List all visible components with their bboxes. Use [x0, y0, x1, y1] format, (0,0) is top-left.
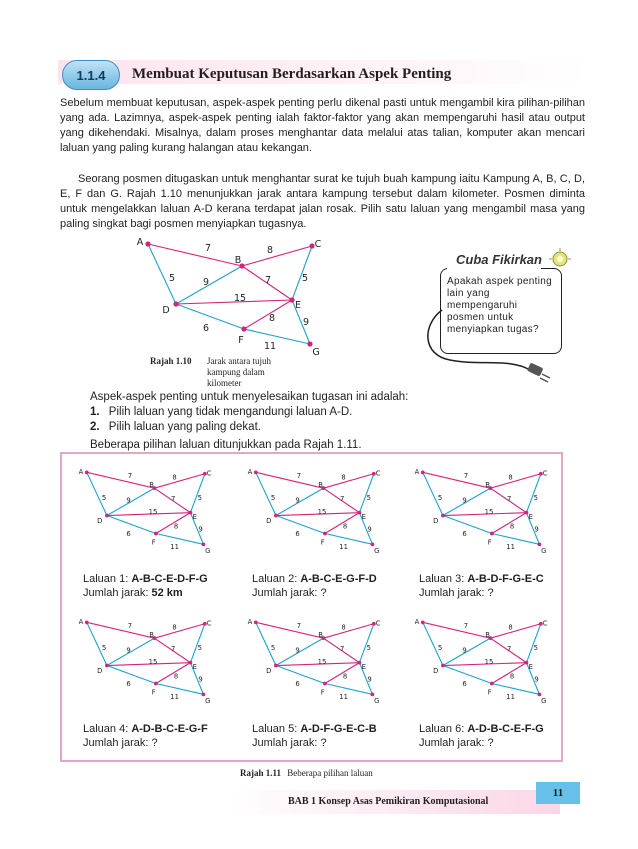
route-4-label: [83, 722, 208, 736]
weight-F-G: 11: [263, 341, 277, 352]
route-6-node-label-C: C: [542, 619, 548, 628]
route-2-distance-label: Jumlah jarak:: [252, 587, 321, 599]
route-1-node-G: [202, 542, 206, 546]
route-4-node-label-B: B: [149, 630, 154, 639]
route-4-edge-D-F: [107, 666, 156, 684]
route-4-weight-D-B: 9: [126, 646, 131, 655]
route-1-label-prefix: Laluan 1:: [83, 573, 132, 585]
route-5-node-D: [274, 664, 278, 668]
route-3-edge-F-G: [492, 534, 540, 545]
intro-paragraph: Sebelum membuat keputusan, aspek-aspek penting perlu dikenal pasti untuk mengambil kira pilihan-pilihan yang ada. Lazimnya, aspek-aspek penting ialah faktor-faktor yang akan mempengaruhi hasil atau output yang dikehendaki. Misalnya, dalam proses menghantar data melalui atas talian, komputer akan mencari laluan yang paling kurang halangan atau kekangan.: [60, 97, 585, 154]
route-6-weight-C-E: 5: [533, 643, 538, 652]
route-2-weight-C-E: 5: [366, 493, 371, 502]
weight-B-C: 8: [266, 245, 274, 256]
aspect-item-2: [90, 420, 590, 435]
route-3-node-A: [421, 470, 425, 474]
route-5-node-label-F: F: [320, 688, 325, 697]
route-2-node-label-A: A: [247, 467, 253, 476]
weight-D-F: 6: [202, 323, 210, 334]
route-4-node-label-D: D: [97, 666, 103, 675]
route-5-node-label-A: A: [247, 617, 253, 626]
weight-F-E: 8: [268, 313, 276, 324]
route-2-node-label-F: F: [320, 538, 325, 547]
route-6-weight-D-E: 15: [484, 658, 494, 667]
route-4-node-F: [154, 682, 158, 686]
route-6-weight-F-G: 11: [506, 692, 515, 701]
route-5-weight-D-B: 9: [295, 646, 300, 655]
route-6-label: [419, 722, 544, 736]
route-1-weight-F-E: 8: [173, 522, 179, 531]
weight-C-E: 5: [301, 273, 309, 284]
route-1-distance-label: Jumlah jarak:: [83, 587, 152, 599]
route-2-graph: [247, 467, 400, 560]
node-label-G: G: [312, 347, 320, 358]
route-3-distance-value: ?: [487, 587, 494, 599]
route-3-weight-D-B: 9: [462, 496, 467, 505]
node-F: [241, 326, 246, 331]
route-6-node-label-G: G: [541, 697, 547, 706]
route-1-weight-B-E: 7: [170, 495, 176, 504]
route-6-node-label-D: D: [433, 666, 439, 675]
route-1-graph: [78, 467, 231, 560]
route-2-weight-D-B: 9: [295, 496, 300, 505]
route-3-graph: [414, 467, 567, 560]
route-5-weight-C-E: 5: [366, 643, 371, 652]
edge-F-G: [244, 329, 310, 344]
route-3-weight-E-G: 9: [534, 525, 539, 534]
node-label-B: B: [234, 255, 242, 266]
route-5-weight-B-C: 8: [341, 623, 346, 632]
weight-D-E: 15: [233, 293, 247, 304]
route-3-node-label-E: E: [528, 513, 533, 522]
route-4-edge-F-G: [156, 684, 204, 695]
route-3-node-label-G: G: [541, 547, 547, 556]
route-1-node-D: [105, 514, 109, 518]
route-3-edge-B-C: [490, 474, 540, 488]
figure-1-number: Rajah 1.10: [150, 356, 192, 366]
route-6-weight-A-D: 5: [437, 643, 443, 652]
route-5-weight-A-B: 7: [296, 622, 302, 631]
node-label-F: F: [238, 335, 244, 346]
route-5-label: [252, 722, 377, 736]
route-2-weight-D-F: 6: [295, 529, 300, 538]
route-3-distance-label: Jumlah jarak:: [419, 587, 488, 599]
route-1-node-label-D: D: [97, 516, 103, 525]
edge-D-F: [176, 304, 244, 329]
route-1-node-A: [85, 470, 89, 474]
route-1-weight-D-E: 15: [148, 508, 158, 517]
route-3-distance: [419, 586, 494, 600]
plug-cord-icon: [420, 300, 560, 380]
tips-question: Apakah aspek penting lain yang mempengaruhi posmen untuk menyiapkan tugas?: [447, 276, 552, 335]
route-1-node-F: [154, 532, 158, 536]
route-1-weight-E-G: 9: [198, 525, 203, 534]
route-2-node-label-B: B: [318, 480, 323, 489]
route-4-weight-A-B: 7: [127, 622, 133, 631]
node-E: [289, 297, 294, 302]
weight-A-D: 5: [168, 273, 176, 284]
route-6-node-G: [538, 692, 542, 696]
route-5-edge-D-F: [276, 666, 325, 684]
route-3-weight-D-E: 15: [484, 508, 494, 517]
route-5-node-label-C: C: [375, 619, 381, 628]
route-2-distance-value: ?: [320, 587, 327, 599]
section-number-badge: 1.1.4: [62, 60, 120, 90]
route-3-weight-A-D: 5: [437, 493, 443, 502]
route-6-weight-B-E: 7: [506, 645, 512, 654]
route-6-edge-A-B: [423, 622, 491, 638]
route-6-edge-B-C: [490, 624, 540, 638]
route-3-edge-D-F: [443, 516, 492, 534]
route-4-distance: [83, 736, 158, 750]
aspect-item-1-number: 1.: [90, 406, 100, 418]
route-3-node-label-F: F: [487, 538, 492, 547]
route-5-edge-F-G: [325, 684, 373, 695]
route-2-weight-E-G: 9: [367, 525, 372, 534]
aspect-item-1-text: Pilih laluan yang tidak mengandungi laluan A-D.: [108, 406, 353, 418]
route-4-weight-B-E: 7: [170, 645, 176, 654]
route-1-path: A-B-C-E-D-F-G: [131, 573, 208, 585]
route-6-node-label-B: B: [485, 630, 490, 639]
route-2-path: A-B-C-E-G-F-D: [300, 573, 377, 585]
village-distance-graph: [136, 237, 340, 358]
route-6-node-label-A: A: [414, 617, 420, 626]
route-4-node-label-A: A: [78, 617, 84, 626]
route-5-path: A-D-F-G-E-C-B: [300, 723, 377, 735]
route-4-node-label-E: E: [192, 663, 197, 672]
route-2-node-D: [274, 514, 278, 518]
route-6-distance-label: Jumlah jarak:: [419, 737, 488, 749]
route-2-edge-A-B: [256, 472, 324, 488]
route-6-weight-D-F: 6: [462, 679, 467, 688]
weight-B-E: 7: [264, 275, 272, 286]
route-3-node-D: [441, 514, 445, 518]
route-1-node-label-A: A: [78, 467, 84, 476]
route-1-weight-B-C: 8: [172, 473, 177, 482]
route-4-graph: [78, 617, 231, 710]
aspect-item-2-number: 2.: [90, 421, 100, 433]
route-5-weight-F-E: 8: [342, 672, 348, 681]
route-3-weight-F-E: 8: [509, 522, 515, 531]
node-label-E: E: [294, 300, 302, 311]
route-1-weight-C-E: 5: [197, 493, 202, 502]
route-3-weight-D-F: 6: [462, 529, 467, 538]
route-4-edge-B-C: [154, 624, 204, 638]
route-2-node-label-C: C: [375, 469, 381, 478]
route-2-weight-B-E: 7: [339, 495, 345, 504]
page-number: 11: [536, 782, 580, 804]
route-2-label-prefix: Laluan 2:: [252, 573, 301, 585]
route-1-weight-A-B: 7: [127, 472, 133, 481]
route-3-node-G: [538, 542, 542, 546]
route-4-weight-D-F: 6: [126, 679, 131, 688]
route-4-weight-B-C: 8: [172, 623, 177, 632]
problem-paragraph: Seorang posmen ditugaskan untuk menghantar surat ke tujuh buah kampung iaitu Kampung A, B, C, D, E, F dan G. Rajah 1.10 menunjukkan jarak antara kampung tersebut dalam kilometer. Posmen diminta untuk mengelakkan laluan A-D kerana terdapat jalan rosak. Pilih satu laluan yang mengambil masa yang paling singkat bagi posmen menyiapkan tugasnya.: [60, 173, 585, 230]
weight-A-B: 7: [204, 243, 212, 254]
route-6-weight-F-E: 8: [509, 672, 515, 681]
route-2-weight-D-E: 15: [317, 508, 327, 517]
route-5-weight-D-E: 15: [317, 658, 327, 667]
route-1-node-label-B: B: [149, 480, 154, 489]
route-3-node-label-C: C: [542, 469, 548, 478]
route-2-edge-D-F: [276, 516, 325, 534]
route-1-node-label-C: C: [206, 469, 212, 478]
aspects-intro: Aspek-aspek penting untuk menyelesaikan tugasan ini adalah:: [90, 391, 409, 403]
route-6-distance: [419, 736, 494, 750]
route-4-path: A-D-B-C-E-G-F: [131, 723, 208, 735]
figure-2-number: Rajah 1.11: [240, 768, 282, 778]
aspect-item-2-text: Pilih laluan yang paling dekat.: [108, 421, 261, 433]
node-A: [145, 241, 150, 246]
node-G: [307, 341, 312, 346]
route-2-node-label-D: D: [266, 516, 272, 525]
route-1-weight-D-B: 9: [126, 496, 131, 505]
route-5-weight-F-G: 11: [339, 692, 348, 701]
route-4-weight-C-E: 5: [197, 643, 202, 652]
routes-intro: Beberapa pilihan laluan ditunjukkan pada Rajah 1.11.: [90, 439, 362, 451]
route-6-edge-D-F: [443, 666, 492, 684]
route-6-weight-B-C: 8: [508, 623, 513, 632]
route-1-edge-F-G: [156, 534, 204, 545]
edge-B-C: [242, 246, 312, 266]
route-4-weight-F-E: 8: [173, 672, 179, 681]
route-4-distance-label: Jumlah jarak:: [83, 737, 152, 749]
route-6-graph: [414, 617, 567, 710]
route-1-weight-A-D: 5: [101, 493, 107, 502]
route-2-node-label-G: G: [374, 547, 380, 556]
route-5-node-G: [371, 692, 375, 696]
route-5-distance: [252, 736, 327, 750]
route-2-weight-A-D: 5: [270, 493, 276, 502]
route-6-node-label-F: F: [487, 688, 492, 697]
route-2-weight-F-G: 11: [339, 542, 348, 551]
route-1-node-label-E: E: [192, 513, 197, 522]
route-3-node-label-D: D: [433, 516, 439, 525]
route-3-label: [419, 572, 544, 586]
route-2-weight-B-C: 8: [341, 473, 346, 482]
route-2-node-label-E: E: [361, 513, 366, 522]
route-6-node-label-E: E: [528, 663, 533, 672]
route-3-node-label-B: B: [485, 480, 490, 489]
route-5-node-A: [254, 620, 258, 624]
route-3-weight-B-E: 7: [506, 495, 512, 504]
route-1-edge-D-F: [107, 516, 156, 534]
node-label-D: D: [162, 305, 170, 316]
route-5-node-F: [323, 682, 327, 686]
route-2-weight-A-B: 7: [296, 472, 302, 481]
figure-2-caption: Beberapa pilihan laluan: [287, 768, 373, 778]
tips-title: Cuba Fikirkan: [456, 252, 542, 267]
route-2-node-A: [254, 470, 258, 474]
route-5-edge-B-C: [323, 624, 373, 638]
route-4-node-A: [85, 620, 89, 624]
route-4-node-label-C: C: [206, 619, 212, 628]
node-D: [173, 301, 178, 306]
route-4-node-label-G: G: [205, 697, 211, 706]
route-6-weight-D-B: 9: [462, 646, 467, 655]
route-2-weight-F-E: 8: [342, 522, 348, 531]
route-4-weight-F-G: 11: [170, 692, 179, 701]
route-2-label: [252, 572, 377, 586]
route-4-node-G: [202, 692, 206, 696]
route-6-path: A-D-B-C-E-F-G: [467, 723, 544, 735]
route-2-edge-F-G: [325, 534, 373, 545]
route-4-distance-value: ?: [151, 737, 158, 749]
route-5-node-label-G: G: [374, 697, 380, 706]
lightbulb-icon: [547, 248, 573, 270]
route-4-edge-A-B: [87, 622, 155, 638]
route-1-weight-D-F: 6: [126, 529, 131, 538]
route-3-path: A-B-D-F-G-E-C: [467, 573, 544, 585]
route-3-label-prefix: Laluan 3:: [419, 573, 468, 585]
route-3-weight-C-E: 5: [533, 493, 538, 502]
route-1-weight-F-G: 11: [170, 542, 179, 551]
route-2-edge-B-C: [323, 474, 373, 488]
route-6-weight-A-B: 7: [463, 622, 469, 631]
route-2-distance: [252, 586, 327, 600]
route-6-node-F: [490, 682, 494, 686]
route-6-label-prefix: Laluan 6:: [419, 723, 468, 735]
section-title: Membuat Keputusan Berdasarkan Aspek Penting: [132, 66, 452, 82]
route-5-node-label-E: E: [361, 663, 366, 672]
route-3-weight-A-B: 7: [463, 472, 469, 481]
route-1-distance-value: 52 km: [151, 587, 183, 599]
route-4-weight-A-D: 5: [101, 643, 107, 652]
route-4-weight-D-E: 15: [148, 658, 158, 667]
route-5-weight-E-G: 9: [367, 675, 372, 684]
route-1-distance: [83, 586, 183, 600]
route-1-edge-A-B: [87, 472, 155, 488]
route-5-distance-value: ?: [320, 737, 327, 749]
route-5-distance-label: Jumlah jarak:: [252, 737, 321, 749]
route-2-node-F: [323, 532, 327, 536]
route-2-node-G: [371, 542, 375, 546]
footer-chapter: BAB 1 Konsep Asas Pemikiran Komputasional: [288, 796, 489, 807]
aspect-item-1: [90, 405, 590, 420]
route-5-node-label-B: B: [318, 630, 323, 639]
route-5-weight-B-E: 7: [339, 645, 345, 654]
route-5-weight-D-F: 6: [295, 679, 300, 688]
route-3-weight-B-C: 8: [508, 473, 513, 482]
route-4-weight-E-G: 9: [198, 675, 203, 684]
figure-2-caption-line: [240, 768, 373, 779]
route-3-edge-A-B: [423, 472, 491, 488]
route-5-label-prefix: Laluan 5:: [252, 723, 301, 735]
route-5-node-label-D: D: [266, 666, 272, 675]
route-4-label-prefix: Laluan 4:: [83, 723, 132, 735]
route-6-node-D: [441, 664, 445, 668]
route-1-edge-B-C: [154, 474, 204, 488]
route-6-distance-value: ?: [487, 737, 494, 749]
route-3-weight-F-G: 11: [506, 542, 515, 551]
route-6-weight-E-G: 9: [534, 675, 539, 684]
edge-A-B: [148, 244, 242, 266]
route-5-graph: [247, 617, 400, 710]
route-5-weight-A-D: 5: [270, 643, 276, 652]
route-1-node-label-F: F: [151, 538, 156, 547]
weight-E-G: 9: [302, 317, 310, 328]
route-4-node-label-F: F: [151, 688, 156, 697]
node-label-A: A: [136, 237, 144, 248]
route-6-node-A: [421, 620, 425, 624]
weight-D-B: 9: [202, 277, 210, 288]
route-1-node-label-G: G: [205, 547, 211, 556]
route-1-label: [83, 572, 208, 586]
route-5-edge-A-B: [256, 622, 324, 638]
route-3-node-label-A: A: [414, 467, 420, 476]
route-6-edge-F-G: [492, 684, 540, 695]
node-label-C: C: [314, 239, 322, 250]
route-3-node-F: [490, 532, 494, 536]
route-4-node-D: [105, 664, 109, 668]
figure-1-caption: Jarak antara tujuh kampung dalam kilometer: [207, 356, 271, 388]
